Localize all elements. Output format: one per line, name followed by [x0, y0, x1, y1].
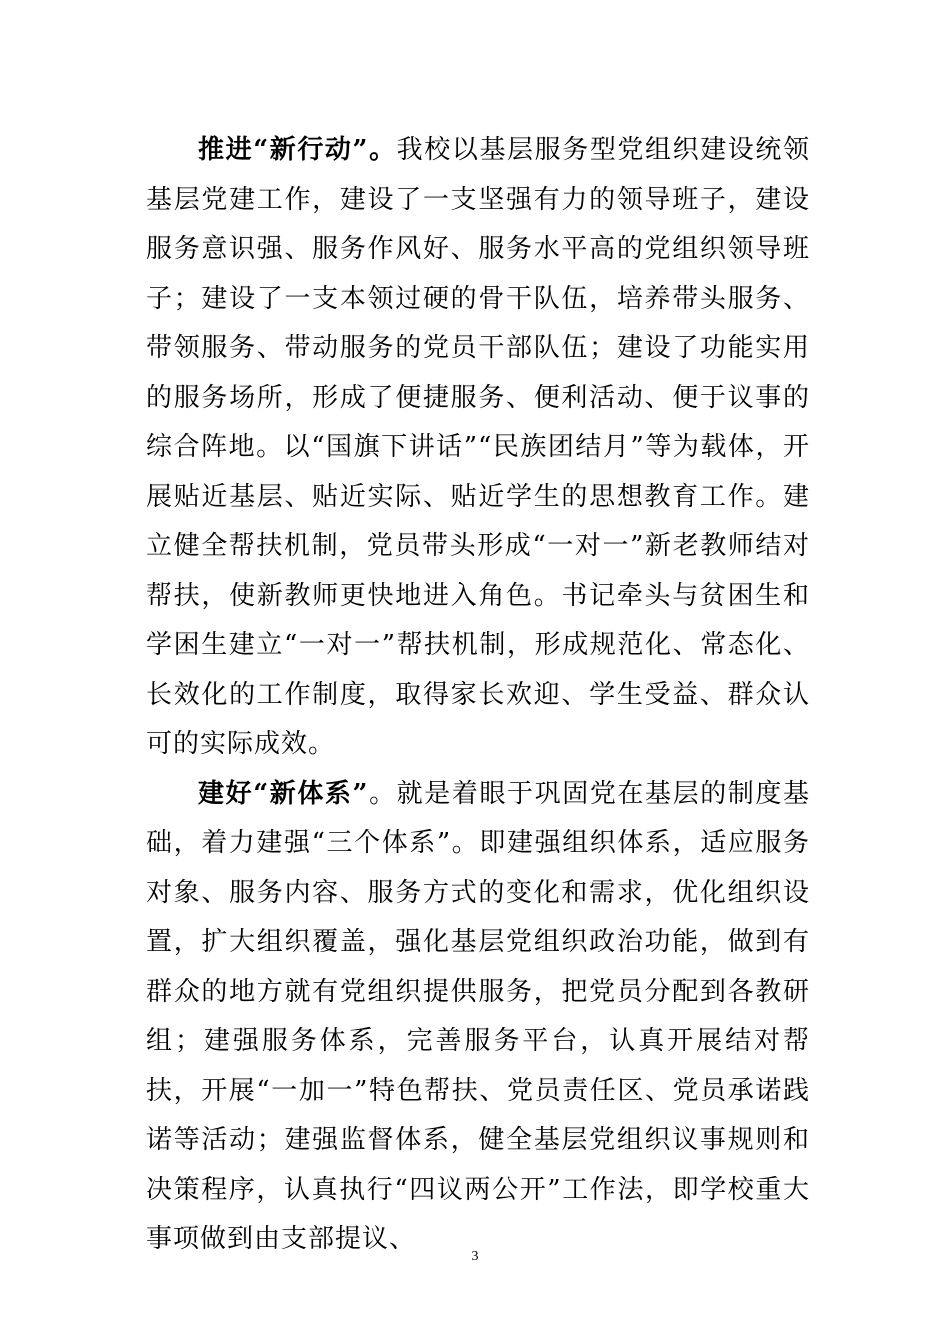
page-number: 3	[471, 1249, 479, 1264]
page-content	[146, 126, 810, 1265]
paragraph-heading: 推进“新行动”。	[198, 135, 397, 165]
paragraph-new-action	[146, 126, 810, 770]
paragraph-heading: 建好“新体系”	[198, 778, 369, 809]
paragraph-body: 。就是着眼于巩固党在基层的制度基础，着力建强“三个体系”。即建强组织体系，适应服务对象、服务内容、服务方式的变化和需求，优化组织设置，扩大组织覆盖，强化基层党组织政治功能，做到有群众的地方就有党组织提供服务，把党员分配到各教研组；建强服务体系，完善服务平台，认真开展结对帮扶，开展“一加一”特色帮扶、党员责任区、党员承诺践诺等活动；建强监督体系，健全基层党组织议事规则和决策程序，认真执行“四议两公开”工作法，即学校重大事项做到由支部提议、	[146, 778, 810, 1254]
paragraph-body: 我校以基层服务型党组织建设统领基层党建工作，建设了一支坚强有力的领导班子，建设服务意识强、服务作风好、服务水平高的党组织领导班子；建设了一支本领过硬的骨干队伍，培养带头服务、带领服务、带动服务的党员干部队伍；建设了功能实用的服务场所，形成了便捷服务、便利活动、便于议事的综合阵地。以“国旗下讲话”“民族团结月”等为载体，开展贴近基层、贴近实际、贴近学生的思想教育工作。建立健全帮扶机制，党员带头形成“一对一”新老教师结对帮扶，使新教师更快地进入角色。书记牵头与贫困生和学困生建立“一对一”帮扶机制，形成规范化、常态化、长效化的工作制度，取得家长欢迎、学生受益、群众认可的实际成效。	[146, 135, 810, 759]
paragraph-new-system	[146, 770, 810, 1265]
